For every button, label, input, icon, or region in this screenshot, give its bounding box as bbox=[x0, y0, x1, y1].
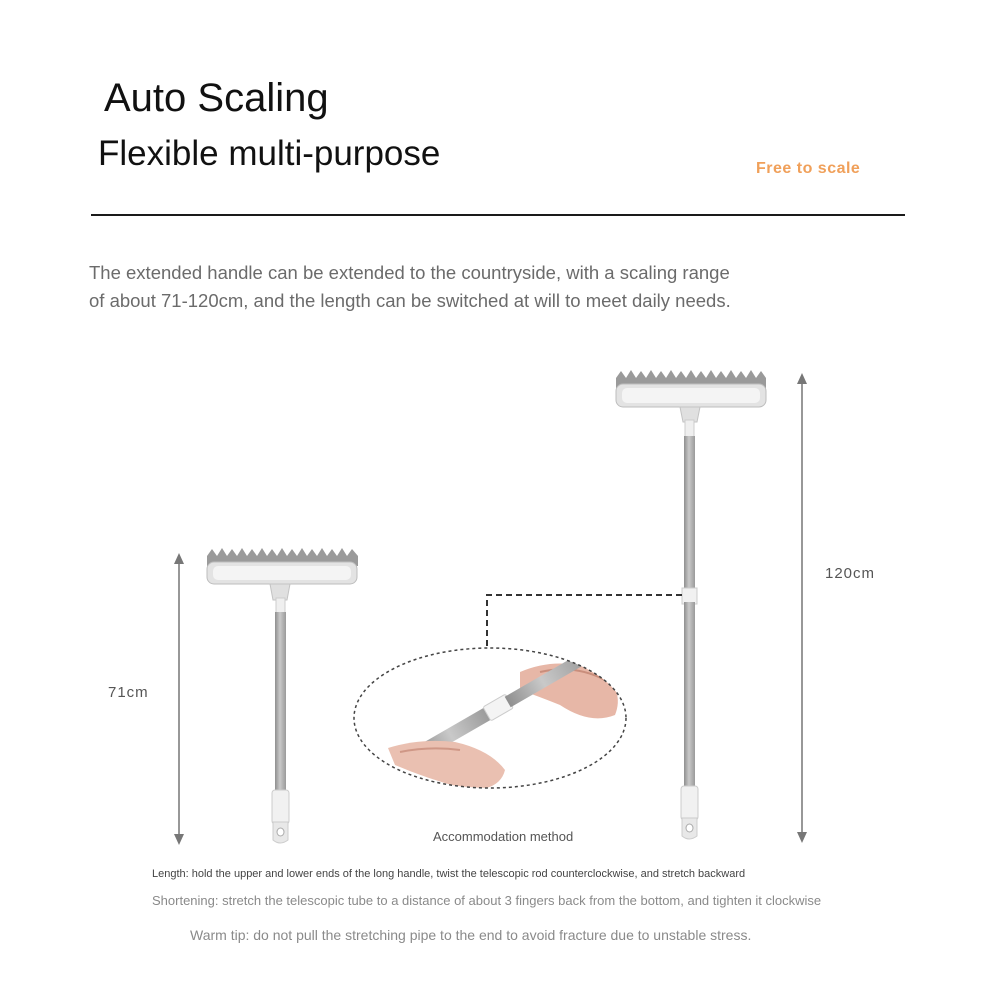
free-to-scale-badge: Free to scale bbox=[756, 160, 861, 177]
short-length-label: 71cm bbox=[108, 684, 149, 701]
callout-line bbox=[487, 595, 682, 648]
page-title: Auto Scaling bbox=[104, 76, 329, 120]
long-brush-image bbox=[616, 370, 766, 839]
description-line-2: of about 71-120cm, and the length can be switched at will to meet daily needs. bbox=[89, 290, 731, 311]
length-instruction: Length: hold the upper and lower ends of the long handle, twist the telescopic rod counterclockwise, and stretch backward bbox=[152, 868, 746, 880]
description-line-1: The extended handle can be extended to the countryside, with a scaling range bbox=[89, 262, 730, 283]
short-brush-image bbox=[207, 548, 358, 843]
warm-tip: Warm tip: do not pull the stretching pipe to the end to avoid fracture due to unstable stress. bbox=[190, 927, 752, 943]
detail-caption: Accommodation method bbox=[433, 829, 574, 844]
page-subtitle: Flexible multi-purpose bbox=[98, 134, 441, 173]
short-length-arrow bbox=[174, 553, 184, 845]
shortening-instruction: Shortening: stretch the telescopic tube to a distance of about 3 fingers back from the bottom, and tighten it clockwise bbox=[152, 893, 822, 908]
long-length-label: 120cm bbox=[825, 565, 876, 582]
detail-oval bbox=[350, 645, 630, 795]
long-length-arrow bbox=[797, 373, 807, 843]
